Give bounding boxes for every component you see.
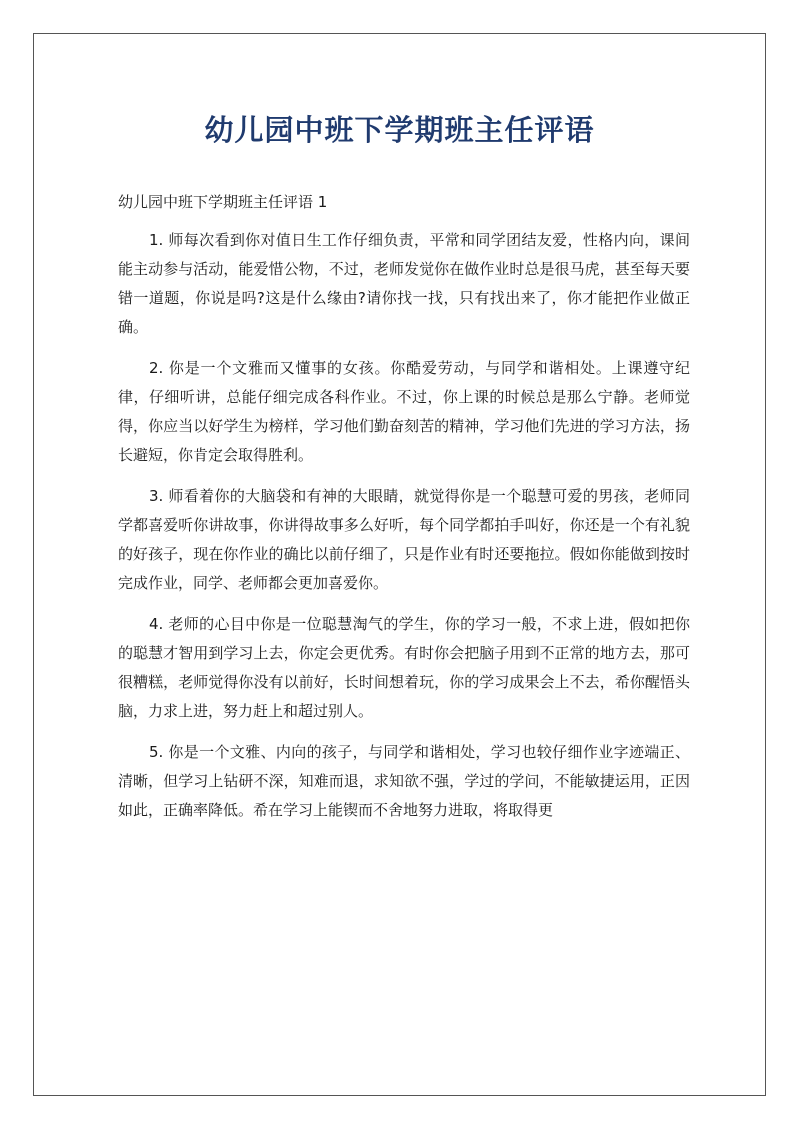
comment-paragraph-5: 5. 你是一个文雅、内向的孩子，与同学和谐相处，学习也较仔细作业字迹端正、清晰，但学习上钻研不深，知难而退，求知欲不强，学过的学问，不能敏捷运用，正因如此，正确率降低。希在学习上能锲而不舍地努力进取，将取得更	[118, 743, 690, 819]
comment-paragraph-1: 1. 师每次看到你对值日生工作仔细负责，平常和同学团结友爱，性格内向，课间能主动参与活动，能爱惜公物，不过，老师发觉你在做作业时总是很马虎，甚至每天要错一道题，你说是吗?这是什么缘由?请你找一找，只有找出来了，你才能把作业做正确。	[118, 231, 690, 336]
section-heading: 幼儿园中班下学期班主任评语 1	[118, 193, 328, 211]
document-body	[118, 188, 690, 837]
comment-paragraph-2: 2. 你是一个文雅而又懂事的女孩。你酷爱劳动，与同学和谐相处。上课遵守纪律，仔细听讲，总能仔细完成各科作业。不过，你上课的时候总是那么宁静。老师觉得，你应当以好学生为榜样，学习他们勤奋刻苦的精神，学习他们先进的学习方法，扬长避短，你肯定会取得胜利。	[118, 359, 690, 464]
comment-paragraph-4: 4. 老师的心目中你是一位聪慧淘气的学生，你的学习一般，不求上进，假如把你的聪慧才智用到学习上去，你定会更优秀。有时你会把脑子用到不正常的地方去，那可很糟糕，老师觉得你没有以前好，长时间想着玩，你的学习成果会上不去，希你醒悟头脑，力求上进，努力赶上和超过别人。	[118, 615, 690, 720]
comment-paragraph-3: 3. 师看着你的大脑袋和有神的大眼睛，就觉得你是一个聪慧可爱的男孩，老师同学都喜爱听你讲故事，你讲得故事多么好听，每个同学都拍手叫好，你还是一个有礼貌的好孩子，现在你作业的确比以前仔细了，只是作业有时还要拖拉。假如你能做到按时完成作业，同学、老师都会更加喜爱你。	[118, 487, 690, 592]
document-title: 幼儿园中班下学期班主任评语	[204, 113, 595, 147]
